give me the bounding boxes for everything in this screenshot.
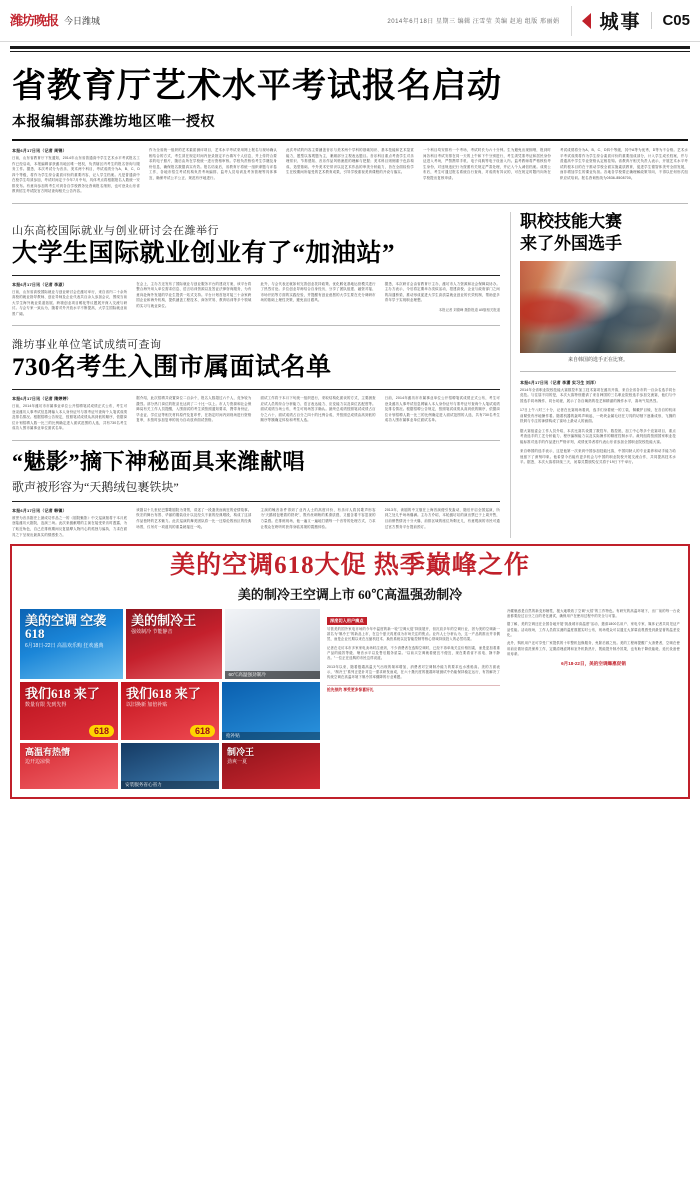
tile-store-promo-1-title: 我们618 来了 bbox=[25, 685, 100, 701]
story3-kicker: 潍坊事业单位笔试成绩可查询 bbox=[12, 339, 162, 352]
page-content bbox=[0, 68, 700, 538]
masthead bbox=[0, 0, 700, 42]
rail-paragraph: 17日上午八时三十分，记者在比赛现场看到，选手们身着统一的工装，佩戴护目镜，在各自的机床前紧张有序地操作着。随着机器的轰鸣声响起，一块块金属毛坯在刀具的切削下逐渐成形，飞溅的铁屑与专注的神情构成了赛场上最动人的画面。 bbox=[520, 408, 676, 424]
tile-hot-weather-sub: 边开边凉快 bbox=[25, 759, 51, 766]
rail-paragraph: 据大赛组委会工作人员介绍，本次比赛共设置了数控车、数控铣、加工中心等多个竞赛项目，重点考查选手的工艺分析能力、程序编制能力以及实际操作的精度控制水平。裁判组将按照国家职业技能标准对选手的作品进行严格评判，成绩优异者将代表山东省参加全国职业院校技能大赛。 bbox=[520, 428, 676, 444]
tile-building-photo[interactable] bbox=[222, 682, 320, 740]
tile-store-promo-2-badge: 618 bbox=[190, 725, 215, 737]
ad-lead-label: 深度切入用户痛点 bbox=[327, 617, 367, 625]
tile-hot-weather[interactable] bbox=[20, 743, 118, 789]
lead-headline: 省教育厅艺术水平考试报名启动 bbox=[12, 68, 502, 105]
rail-headline-line1: 职校技能大赛 bbox=[520, 212, 622, 231]
rail-paragraph: 来自韩国的选手表示，这是他第一次来到中国参加技能比赛，中国同龄人的专业素养和动手能力给他留下了深刻印象。他希望今后能有更多机会与中国的职业院校开展交流合作，共同提高技术水平。据悉，本次大赛将持续三天，闭幕式暨颁奖仪式将于19日下午举行。 bbox=[520, 449, 676, 465]
section-divider bbox=[12, 440, 500, 441]
ad-copy bbox=[327, 609, 680, 789]
tile-store-promo-2-sub: 以旧换新 加倍补贴 bbox=[126, 702, 168, 709]
story3-headline: 730名考生入围市属面试名单 bbox=[12, 354, 332, 382]
newspaper-logo bbox=[10, 14, 100, 27]
story2-paragraph: 日前，山东省高校国际就业与创业研讨会在潍坊举行，来自省内二十余所高校的就业指导教师、创业导师及企业代表共百余人参加会议，围绕当前大学生海外就业渠道拓展、跨境创业项目孵化等议题展开深入交流与研讨。与会专家一致认为，随着对外开放水平不断提高，大学生国际就业前景广阔。 bbox=[12, 289, 128, 316]
logo-subtitle: 今日潍城 bbox=[64, 16, 101, 26]
story3-divider bbox=[12, 389, 500, 390]
ad-artwork-row-2 bbox=[20, 682, 320, 740]
tile-cooling-badge[interactable] bbox=[225, 609, 320, 679]
ad-artwork-row-1 bbox=[20, 609, 320, 679]
section-divider bbox=[12, 203, 688, 204]
lead-column-2 bbox=[149, 148, 277, 195]
tile-store-promo-2-title: 我们618 来了 bbox=[126, 685, 201, 701]
ad-body bbox=[20, 609, 680, 789]
masthead-rule-thin bbox=[10, 51, 690, 52]
lead-paragraph: 一个科目均安排有一个考场，考试时长为六十分钟。生为避免出现拥堵，报到时间各科目考试安排在同一天的上午和下午分别进行，考生须凭准考证和居民身份证进入考场，严禁携带手机、电子词典等电子设备入内。监考教师将严格核验考生身份，对违规违纪行为按照有关规定严肃处理，并记入个人诚信档案。成绩公布后，考生可通过报名系统自行查询，对成绩有异议的，可在规定时限内向所在学校提出复核申请。 bbox=[423, 148, 551, 180]
ad-promo-line: 6月18-22日，美的空调爆惠促销 bbox=[561, 661, 626, 667]
story4-byline: 本报6月17日讯（记者 韩镇） bbox=[12, 507, 67, 513]
story3-column-2 bbox=[136, 396, 251, 432]
story3-column-1 bbox=[12, 396, 127, 432]
ad-paragraph: 此外，购机用户还可享受厂家提供的十年整机包修服务，免除后顾之忧。美的工程师提醒广大消费者，空调在使用前应做好清洗保养工作，定期清理滤网和室外机散热片，既能提升制冷效果，也有助于降低能耗、延长设备使用寿命。 bbox=[507, 641, 680, 657]
lead-column-3 bbox=[286, 148, 414, 195]
tile-product-ac[interactable] bbox=[126, 609, 221, 679]
ad-paragraph: 冷藏魅惑是自然的新变形牺牲，极大地吸收了空调“大招”的工作特色。有研究的高温环境下，出厂前的每一台设备都要经过百分之百的老化测试，确保用户在使用过程中的安全与可靠。 bbox=[507, 608, 680, 619]
story3-column-4 bbox=[385, 396, 500, 432]
main-column bbox=[12, 212, 500, 538]
story3-body bbox=[12, 396, 500, 432]
story4-body bbox=[12, 508, 500, 538]
lead-column-4 bbox=[423, 148, 551, 195]
ad-copy-column-2 bbox=[507, 609, 680, 789]
ad-footer-note: 抢先预约 享受更多惊喜好礼 bbox=[327, 685, 500, 693]
story2-kicker: 山东高校国际就业与创业研讨会在潍举行 bbox=[12, 225, 219, 237]
main-grid bbox=[12, 212, 688, 538]
story4-paragraph: 2013年，该剧的中文版在上海首演便引发轰动，随后开启全国巡演，所到之处几乎场场爆满。主办方介绍，本轮潍坊站的演出票已于上周开售，目前销售情况十分火爆，前排区域的座位所剩无几，有意观演的市民可通过官方票务平台提前预订。 bbox=[384, 507, 500, 529]
rail-headline-line2: 来了外国选手 bbox=[520, 234, 622, 254]
ad-subheadline: 美的制冷王空调上市 60℃高温强劲制冷 bbox=[237, 586, 463, 602]
story3-byline: 本报6月17日讯（记者 隋婷婷） bbox=[12, 396, 71, 402]
story2-divider bbox=[12, 275, 500, 276]
rail-photo bbox=[520, 261, 676, 353]
ad-artwork bbox=[20, 609, 320, 789]
tile-store-promo-2-strip: 抢补贴 bbox=[222, 732, 320, 740]
tile-main-promo-title: 美的空调 空袭618 bbox=[25, 612, 107, 642]
advertisement[interactable] bbox=[10, 544, 690, 799]
story2-credit: 本报记者 刘德峰 摄影报道 A5版相关报道 bbox=[438, 307, 500, 312]
story2-headline: 大学生国际就业创业有了“加油站” bbox=[12, 240, 396, 267]
lead-paragraph: 日前，山东省教育厅下发通知，2014年山东省普通高中学生艺术水平考试报名工作已经启动，本报编辑部获潍坊地区唯一授权，负责辖区内考生的报名咨询与服务工作。据悉，本次考试分为音乐、美术两个科目，考试成绩分为A、B、C、D四个等级，将作为学生综合素质评价的重要内容，记入学生档案。凡是普通高中在校学生均须参加，考试时间定于今年7月中旬，具体考点将根据报名人数统一安排发布。有意向参加的考生可到各自学校教务处咨询报名细则，也可登录山东省教育招生考试院官方网站查询相关公告内容。 bbox=[12, 156, 140, 194]
story4-divider bbox=[12, 501, 500, 502]
rail-photo-caption: 来自韩国的选手正在比赛。 bbox=[567, 356, 628, 363]
story3-paragraph: 日前，2014年潍坊市市属事业单位公开招聘笔试成绩正式公布，考生可登录潍坊人事考试信息网输入本人身份证号与准考证号查询个人笔试成绩及排名情况。根据招聘公告规定，按照笔试成绩从高到低的顺序，依据岗位计划招聘人数一比三的比例确定进入面试范围的人选，共有730名考生成功入围市属事业单位面试名单。 bbox=[384, 396, 500, 423]
story2-body bbox=[12, 282, 500, 318]
section-divider bbox=[12, 325, 500, 326]
ad-paragraph: 2013年以来，随着极端高温天气出现的频率增加，消费者对空调制冷能力的要求也水涨船高。美的方面表示，“制冷王”系列正是针对这一需求研发而成，在六十摄氏度的极端环境测试中仍能保持稳定运行，有效解决了传统空调在高温环境下制冷效率骤降的行业难题。 bbox=[327, 664, 500, 680]
tile-cooling-badge-strip: 60℃高温强劲制冷 bbox=[225, 671, 320, 679]
masthead-rule-thick bbox=[10, 46, 690, 49]
ad-artwork-row-3 bbox=[20, 743, 320, 789]
story2-paragraph: 据悉，本次研讨会由省教育厅主办，潍坊市人力资源和社会保障局协办。主办方表示，今后将定期举办类似活动，搭建高校、企业与政府部门之间的沟通桥梁，推动形成促进大学生高质量就业创业的长效机制，帮助更多青年学子实现职业理想。 bbox=[384, 281, 500, 303]
lead-column-5 bbox=[560, 148, 688, 195]
lead-column-1 bbox=[12, 148, 140, 195]
story4-column-2 bbox=[136, 508, 251, 538]
tile-cooling-tech-sub: 劲爽一夏 bbox=[227, 759, 248, 766]
tile-cooling-tech-title: 制冷王 bbox=[227, 746, 255, 757]
tile-main-promo[interactable] bbox=[20, 609, 123, 679]
story3-column-3 bbox=[261, 396, 376, 432]
tile-store-promo-1[interactable] bbox=[20, 682, 118, 740]
section-name: 城事 bbox=[599, 12, 642, 33]
story2-byline: 本报6月17日讯（记者 李淑） bbox=[12, 281, 67, 287]
tile-install-service-strip: 安装服务省心省力 bbox=[121, 781, 219, 789]
tile-cooling-tech[interactable] bbox=[222, 743, 320, 789]
tile-product-ac-title: 美的制冷王 bbox=[131, 612, 197, 628]
story3-paragraph: 面试工作将于本月下旬统一组织进行，采取结构化面谈的方式，主要测查应试人员的综合分析能力、语言表达能力、应变能力以及岗位匹配度等。面试成绩当场公布，考生可现场签字确认。最终总成绩按照笔试成绩占百分之六十、面试成绩占百分之四十的比例合成，并按照总成绩由高到低的顺序等额确定体检和考察人选。 bbox=[260, 396, 376, 423]
story4-headline: “魅影”摘下神秘面具来潍献唱 bbox=[12, 448, 306, 474]
rail-byline: 本报6月17日讯（记者 李潇 实习生 刘洋） bbox=[520, 379, 599, 385]
right-rail bbox=[510, 212, 676, 538]
story4-column-1 bbox=[12, 508, 127, 538]
lead-divider bbox=[12, 139, 688, 141]
lead-body bbox=[12, 148, 688, 195]
story4-subdeck: 歌声被形容为“天鹅绒包裹铁块” bbox=[12, 479, 179, 494]
tile-install-service[interactable] bbox=[121, 743, 219, 789]
section-tag bbox=[571, 6, 690, 36]
story4-column-4 bbox=[385, 508, 500, 538]
story2-column-1 bbox=[12, 282, 127, 318]
lead-subheadline: 本报编辑部获潍坊地区唯一授权 bbox=[12, 115, 215, 131]
tile-main-promo-sub: 6月18日-22日 高温欢乐购 狂欢盛典 bbox=[25, 643, 104, 650]
rail-divider bbox=[520, 371, 676, 372]
rail-paragraph: 2014年全省职业院校技能大赛数控车加工技术赛项在潍坊开赛，来自全省各市的一百余名选手同台竞技。与往届不同的是，本次大赛特别邀请了来自韩国的三名职业院校选手参加交流赛，他们与中国选手同场操作、同台切磋，展示了各自娴熟的技艺和精湛的操作水平，赛场气氛热烈。 bbox=[520, 387, 676, 403]
ad-paragraph: 尽管美的国外家电市场的今年中温度的新一轮“空调大促”持续展开，但沉寂多年的空调行业，因为美的空调新一款名为“制冷王”的新品上市，在这个夏天再度成为市场关注的焦点。业内人士分析认为，这一产品的推出并非偶然，而是企业长期以来在压缩机技术、换热系统以及智能控制等核心领域持续投入的必然结果。 bbox=[327, 626, 500, 642]
story4-column-3 bbox=[261, 508, 376, 538]
lead-paragraph: 考试成绩将分为A、B、C、D四个等级，其中A等为优秀，D等为不合格。艺术水平考试成绩将作为学生综合素质评价的重要组成部分，计入学生成长档案，并与普通高中学生毕业资格认定相挂钩。省教育厅相关负责人表示，开展艺术水平考试的根本目的在于推动学校全面实施素质教育，促进学生德智体美劳全面发展，而非增加学生的课业负担。各地各学校要正确理解政策导向，不得以任何形式组织应试培训。报名咨询热线为0536-8508700。 bbox=[560, 148, 688, 180]
story2-column-3 bbox=[261, 282, 376, 318]
lead-paragraph: 作为全省统一组织的艺术素质测评项目，艺术水平考试采用网上报名与现场确认相结合的方式，考生须在规定时间内登录指定平台填写个人信息，并上传符合要求的电子照片，随后由所在学校统一进行资格审核。学校负责核验考生学籍及身份信息，确保报名数据真实有效。报名结束后，省教育厅将统一组织命题与评卷工作，各地市招生考试机构负责考场编排、监考人员培训及考务管理等具体事宜，确保考试公平公正、规范有序地进行。 bbox=[149, 148, 277, 180]
section-code: C05 bbox=[651, 12, 690, 29]
tile-product-ac-sub: 强效制冷 节能静音 bbox=[131, 629, 173, 636]
story3-paragraph: 据介绍，此次招聘共设置岗位二百余个，报名人数超过六千人，竞争较为激烈。部分热门岗位的报录比达到了二十比一以上。市人力资源和社会保障局有关工作人员提醒，入围面试的考生须按照通知要求，携带身份证、毕业证、学位证等相关材料原件及复印件，在指定时间内到现场进行资格复审，未按时参加复审的视为自动放弃面试资格。 bbox=[136, 396, 252, 423]
masthead-meta: 2014年6月18日 星期三 编辑 汪雪莹 美编 赵迪 组版 邢丽娟 bbox=[387, 19, 560, 25]
story2-paragraph: 此外，与会代表还就如何完善创业扶持政策、优化孵化基地运营模式进行了热烈讨论。多位创业导师结合自身经历，分享了团队组建、融资对接、市场开拓等方面的实践经验，并提醒有创业意愿的大学生要在充分调研市场的基础上理性决策，避免盲目跟风。 bbox=[260, 281, 376, 303]
lead-byline: 本报6月17日讯（记者 周锦） bbox=[12, 148, 67, 154]
arrow-icon bbox=[582, 13, 591, 29]
story3-paragraph: 日前，2014年潍坊市市属事业单位公开招聘笔试成绩正式公布，考生可登录潍坊人事考试信息网输入本人身份证号与准考证号查询个人笔试成绩及排名情况。根据招聘公告规定，按照笔试成绩从高到低的顺序，依据岗位计划招聘人数一比三的比例确定进入面试范围的人选，共有730名考生成功入围市属事业单位面试名单。 bbox=[12, 404, 128, 431]
story4-paragraph: 被誉为音乐剧史上最成功作品之一的《剧院魅影》中文巡演版将于本月底登陆潍坊大剧院，连演三场。此次来潍献唱的主演在接受采访时透露，为了贴近角色，自己在排练期间反复揣摩人物内心的孤独与偏执，力求在面具之下呈现出最真实的情感张力。 bbox=[12, 515, 128, 537]
ad-paragraph: 据了解，美的空调还在全国各地开展“挑战城市高温度”活动，邀请1800名用户、家电专家、媒体记者共同见证产品性能。活动现场，工作人员将实测的温度数据实时公布，现场观众可以通过大屏幕直观感受到最显著的温差变化。 bbox=[507, 622, 680, 638]
ad-headline: 美的空调618大促 热季巅峰之作 bbox=[170, 552, 530, 580]
story2-paragraph: 在会上，主办方还发布了国际就业与创业服务平台的建设方案，该平台将整合海外用人单位需求信息、语言培训资源以及签证法律咨询服务，为有意向赴海外发展的毕业生提供一站式支持。平台计划首批对接三十余家跨国企业和海外机构，提供涵盖工程技术、商务贸易、教育培训等多个领域的实习与就业岗位。 bbox=[136, 281, 252, 308]
story2-column-4 bbox=[385, 282, 500, 318]
ad-copy-column-1 bbox=[327, 609, 500, 789]
tile-store-promo-1-sub: 数量有限 先到先得 bbox=[25, 702, 67, 709]
logo-mark: 潍坊晚报 bbox=[10, 13, 59, 28]
story4-paragraph: 该剧以十九世纪巴黎歌剧院为背景，讲述了一段凄美而疯狂的爱情故事。恢宏的舞台布景、华丽的服装设计以及经久不衰的经典唱段，构成了这部作品独特的艺术魅力。此次巡演的舞美团队将一比一还原伦敦西区的经典场景，仅吊灯一项道具的重量就接近一吨。 bbox=[136, 507, 252, 529]
story2-column-2 bbox=[136, 282, 251, 318]
lead-paragraph: 此次考试的内容主要涵盖音乐与美术两个学科的基础知识、基本技能和艺术鉴赏能力，题型以客观题为主，兼顾部分主观表达题目。音乐科目重点考查学生对乐理常识、节奏感知、音乐作品风格流派的理解与把握；美术科目则侧重于色彩构成、造型基础、中外美术史常识以及艺术作品的审美分析能力，旨在全面检验学生在校期间所接受的艺术教育成果，引导学校重视美育课程的开设与落实。 bbox=[286, 148, 414, 175]
tile-hot-weather-title: 高温有热情 bbox=[25, 746, 71, 757]
story4-paragraph: 主演的嗓音条件得到了业内人士的高度评价，有乐评人将其歌声形容为“天鹅绒包裹着的铁块”，既有丝绸般的柔滑质感，又蕴含着不容忽视的力量感。在排练现场，他一遍又一遍地打磨每一个音符的处理方式，力求让观众在聆听时获得身临其境的震撼体验。 bbox=[260, 507, 376, 529]
tile-store-promo-2[interactable] bbox=[121, 682, 219, 740]
tile-store-promo-1-badge: 618 bbox=[89, 725, 114, 737]
ad-paragraph: 记者在走访本市多家家电卖场时注意到，不少消费者在选购空调时，已经不再单纯关注价格因素，而是更加看重产品的能效等级、噪音水平以及售后服务质量。“以前买空调就看便宜不便宜，现在要看省不省电、静不静音。”一位正在选购的市民这样说道。 bbox=[327, 645, 500, 661]
